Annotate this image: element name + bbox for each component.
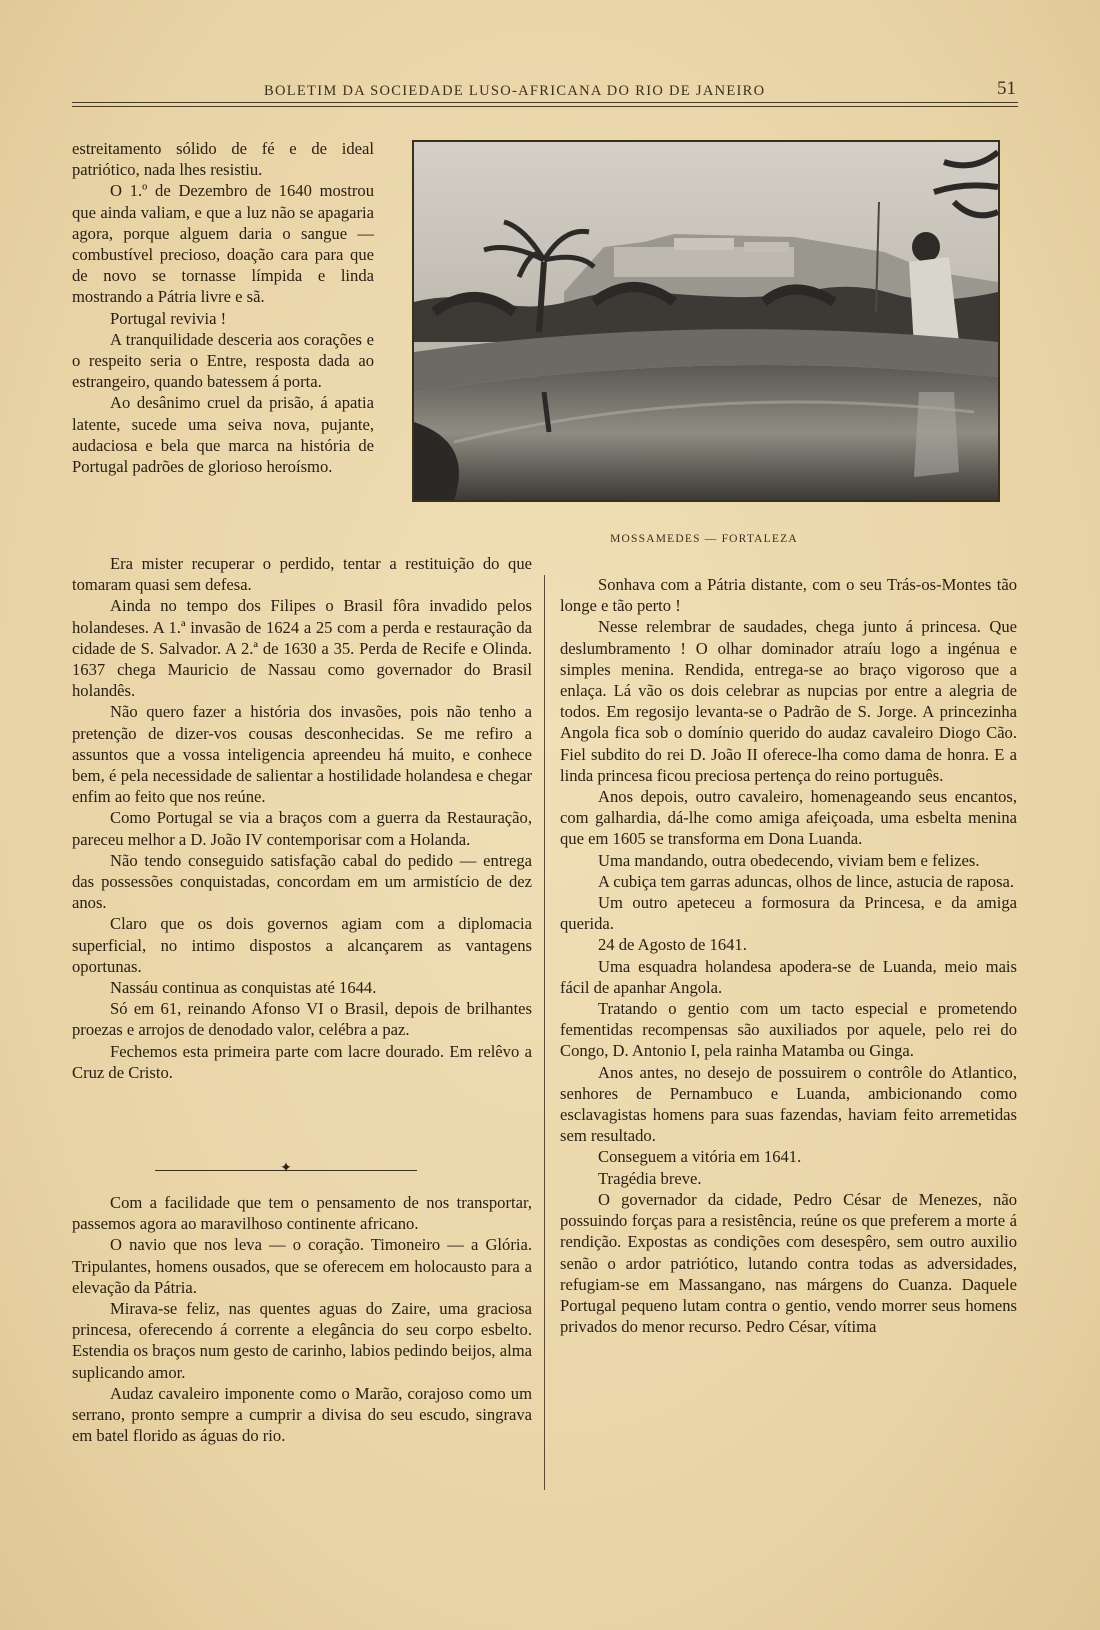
figure-caption: MOSSAMEDES — FORTALEZA bbox=[610, 533, 798, 545]
section-divider bbox=[155, 1160, 417, 1180]
right-column bbox=[560, 574, 1017, 1337]
left-column-lower bbox=[72, 1192, 532, 1446]
paragraph: A tranquilidade desceria aos corações e o respeito seria o Entre, resposta dada ao estrangeiro, quando batessem á porta. bbox=[72, 329, 374, 392]
paragraph: Tratando o gentio com um tacto especial e prometendo fementidas recompensas são auxiliados por aquele, pelo rei do Congo, D. Antonio I, pela rainha Matamba ou Ginga. bbox=[560, 999, 1017, 1061]
header-rule-secondary bbox=[72, 106, 1018, 107]
paragraph: Ao desânimo cruel da prisão, á apatia latente, sucede uma seiva nova, pujante, audaciosa e bela que marca na história de Portugal padrões de glorioso heroísmo. bbox=[72, 393, 374, 477]
header-rule bbox=[72, 102, 1018, 103]
paragraph: Uma esquadra holandesa apodera-se de Luanda, meio mais fácil de apanhar Angola. bbox=[560, 956, 1017, 997]
paragraph: Tragédia breve. bbox=[598, 1168, 702, 1188]
running-header bbox=[72, 78, 1016, 102]
paragraph: Uma mandando, outra obedecendo, viviam bem e felizes. bbox=[598, 850, 980, 870]
paragraph: Nassáu continua as conquistas até 1644. bbox=[110, 978, 377, 998]
paragraph: Com a facilidade que tem o pensamento de nos transportar, passemos agora ao maravilhoso continente africano. bbox=[72, 1193, 532, 1234]
paragraph: Como Portugal se via a braços com a guerra da Restauração, pareceu melhor a D. João IV contemporisar com a Holanda. bbox=[72, 808, 532, 849]
left-column-middle bbox=[72, 553, 532, 1083]
paragraph: O navio que nos leva — o coração. Timoneiro — a Glória. Tripulantes, homens ousados, que se oferecem em holocausto para a elevação da Pátria. bbox=[72, 1235, 532, 1297]
paragraph: Conseguem a vitória em 1641. bbox=[598, 1147, 802, 1167]
paragraph: Anos depois, outro cavaleiro, homenageando seus encantos, com galhardia, dá-lhe como amiga afeiçoada, uma esbelta menina que em 1605 se transforma em Dona Luanda. bbox=[560, 787, 1017, 849]
page-number: 51 bbox=[997, 78, 1016, 99]
paragraph: Anos antes, no desejo de possuirem o contrôle do Atlantico, senhores de Pernambuco e Luanda, ambicionando como esclavagistas homens para suas fazendas, haviam feito arremetidas sem resultado. bbox=[560, 1062, 1017, 1146]
paragraph: Não tendo conseguido satisfação cabal do pedido — entrega das possessões conquistadas, concordam em um armistício de dez anos. bbox=[72, 850, 532, 913]
paragraph: Mirava-se feliz, nas quentes aguas do Zaire, uma graciosa princesa, oferecendo á corrente a elegância do seu corpo esbelto. Estendia os braços num gesto de carinho, labios pedindo beijos, alma suplicando amor. bbox=[72, 1299, 532, 1382]
paragraph: Audaz cavaleiro imponente como o Marão, corajoso como um serrano, pronto sempre a cumprir a divisa do seu escudo, singrava em batel florido as águas do rio. bbox=[72, 1383, 532, 1446]
left-column-upper bbox=[72, 138, 374, 477]
paragraph: Um outro apeteceu a formosura da Princesa, e da amiga querida. bbox=[560, 893, 1017, 934]
paragraph: Ainda no tempo dos Filipes o Brasil fôra invadido pelos holandeses. A 1.ª invasão de 1624 a 25 com a perda e restauração da cidade de S. Salvador. A 2.ª de 1630 a 35. Perda de Recife e Olinda. 1637 chega Mauricio de Nassau como governador do Brasil holandês. bbox=[72, 596, 532, 701]
paragraph: Claro que os dois governos agiam com a diplomacia superficial, no intimo dispostos a alcançarem as vantagens oportunas. bbox=[72, 914, 532, 976]
journal-title: BOLETIM DA SOCIEDADE LUSO-AFRICANA DO RIO DE JANEIRO bbox=[264, 83, 766, 99]
paragraph: 24 de Agosto de 1641. bbox=[598, 935, 747, 955]
paragraph: Portugal revivia ! bbox=[110, 308, 227, 328]
divider-ornament-icon: ✦ bbox=[280, 1161, 292, 1176]
paragraph: Não quero fazer a história dos invasões, pois não tenho a pretenção de dizer-vos cousas desconhecidas. Se me refiro a assuntos que a vossa inteligencia apreendeu há muito, e conhece bem, é pela necessidade de salientar a hostilidade holandesa e chegar enfim ao feito que nos reúne. bbox=[72, 702, 532, 807]
paragraph: Era mister recuperar o perdido, tentar a restituição do que tomaram quasi sem defesa. bbox=[72, 554, 532, 595]
paragraph: Sonhava com a Pátria distante, com o seu Trás-os-Montes tão longe e tão perto ! bbox=[560, 575, 1017, 616]
paragraph: estreitamento sólido de fé e de ideal patriótico, nada lhes resistiu. bbox=[72, 139, 374, 180]
paragraph: Só em 61, reinando Afonso VI o Brasil, depois de brilhantes proezas e arrojos de denodado valor, celébra a paz. bbox=[72, 999, 532, 1040]
paragraph: O 1.º de Dezembro de 1640 mostrou que ainda valiam, e que a luz não se apagaria agora, porque alguem daria o sangue — combustível precioso, doação cara para que de novo se tornasse límpida e linda mostrando a Pátria livre e sã. bbox=[72, 181, 374, 307]
paragraph: Nesse relembrar de saudades, chega junto á princesa. Que deslumbramento ! O olhar dominador atraíu logo a ingénua e simples menina. Rendida, entrega-se ao braço vigoroso que a enlaça. Lá vão os dois celebrar as nupcias por entre a alegria de todos. Em regosijo levanta-se o Padrão de S. Jorge. A princezinha Angola fica sob o domínio querido do audaz cavaleiro Diogo Cão. Fiel subdito do rei D. João II oferece-lha como dama de honra. E a linda princesa ficou preciosa pertença do reino português. bbox=[560, 617, 1017, 785]
paragraph: Fechemos esta primeira parte com lacre dourado. Em relêvo a Cruz de Cristo. bbox=[72, 1041, 532, 1082]
photo-illustration bbox=[414, 142, 998, 500]
paragraph: O governador da cidade, Pedro César de Menezes, não possuindo forças para a resistência, reúne os que preferem a morte á rendição. Expostas as condições com desespêro, sem outro auxilio senão o ardor patriótico, lutando contra todas as adversidades, refugiam-se em Massangano, nas márgens do Cuanza. Daquele Portugal pequeno lutam contra o gentio, vendo morrer seus homens privados do menor recurso. Pedro César, vítima bbox=[560, 1189, 1017, 1337]
fortress-photograph bbox=[412, 140, 1000, 502]
column-rule bbox=[544, 575, 545, 1490]
paragraph: A cubiça tem garras aduncas, olhos de lince, astucia de raposa. bbox=[598, 871, 1015, 891]
